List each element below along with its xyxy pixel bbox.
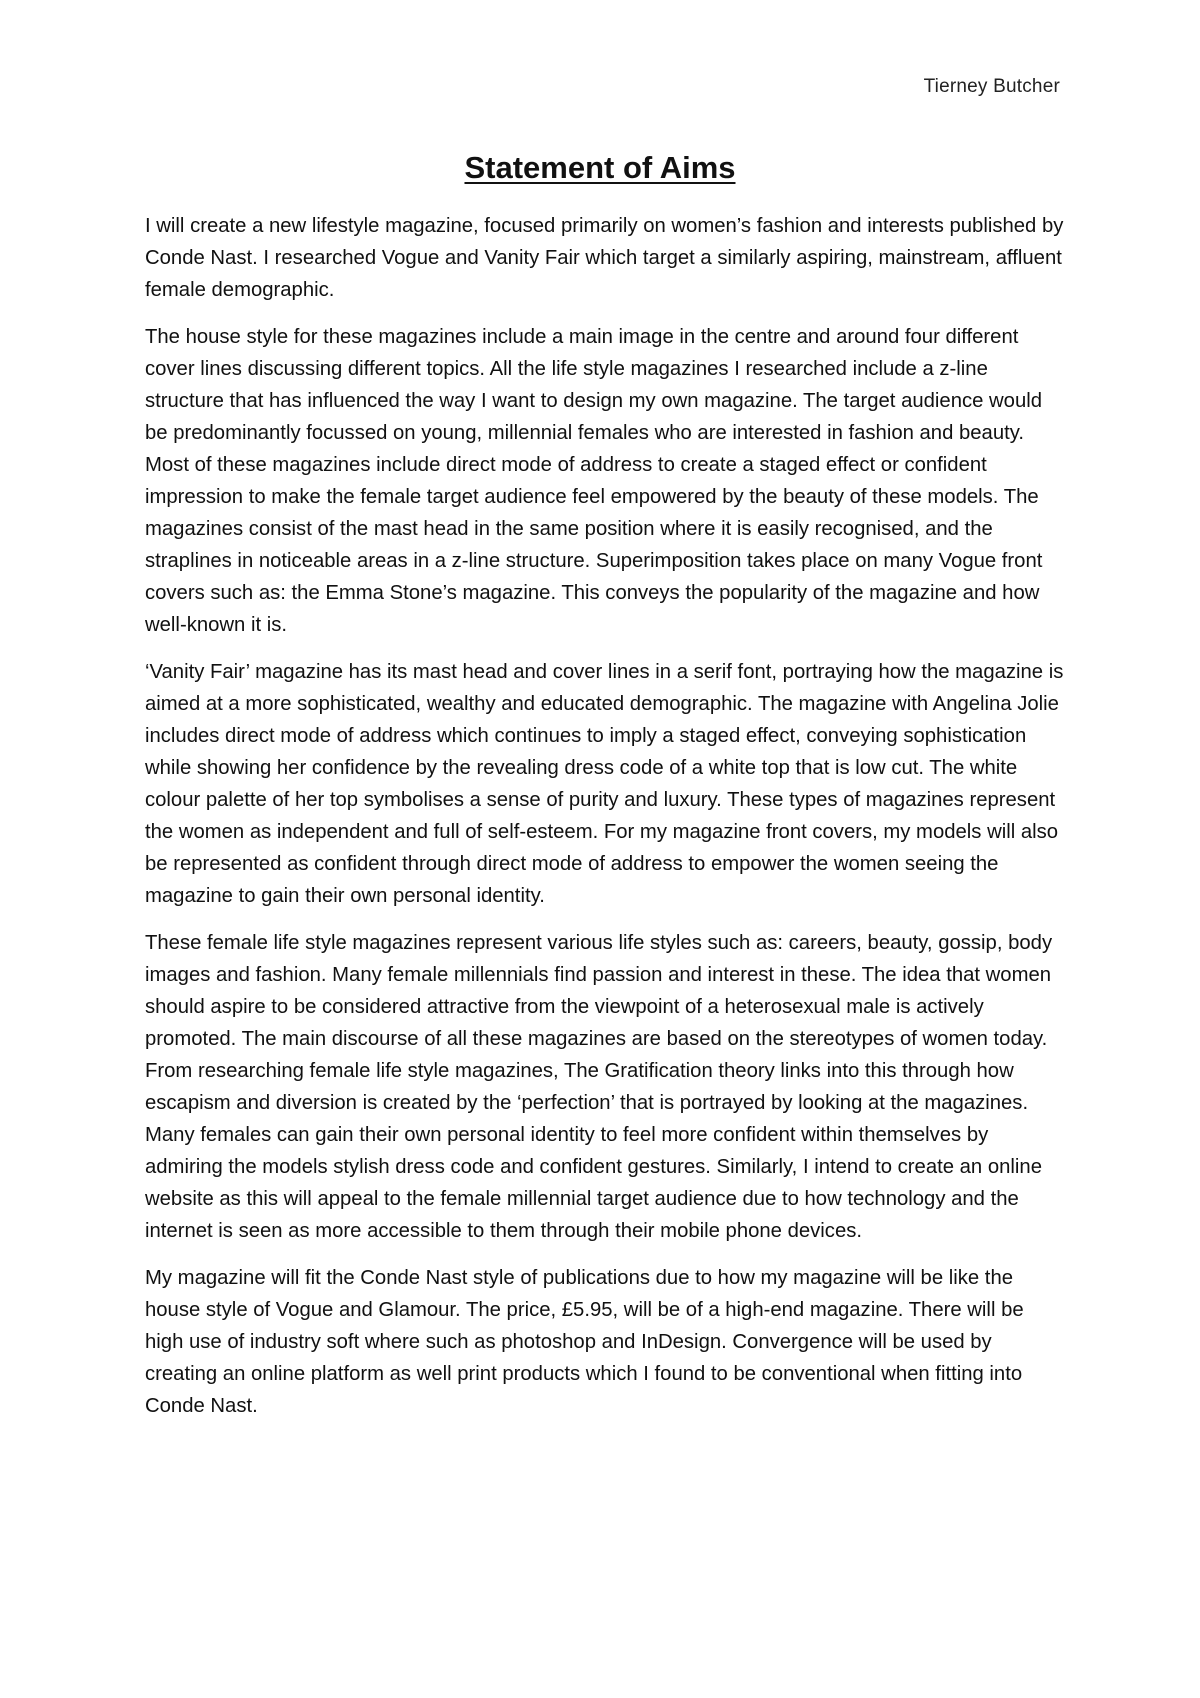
page-title: Statement of Aims [464, 150, 736, 185]
paragraph-4: These female life style magazines represent various life styles such as: careers, beauty, gossip, body images and fashion. Many female millennials find passion and interest in these. The idea that women should aspire to be considered attractive from the viewpoint of a heterosexual male is actively promoted. The main discourse of all these magazines are based on the stereotypes of women today. From researching female life style magazines, The Gratification theory links into this through how escapism and diversion is created by the ‘perfection’ that is portrayed by looking at the magazines. Many females can gain their own personal identity to feel more confident within themselves by admiring the models stylish dress code and confident gestures. Similarly, I intend to create an online website as this will appeal to the female millennial target audience due to how technology and the internet is seen as more accessible to them through their mobile phone devices. [145, 932, 1053, 1242]
paragraph-3: ‘Vanity Fair’ magazine has its mast head and cover lines in a serif font, portraying how the magazine is aimed at a more sophisticated, wealthy and educated demographic. The magazine with Angelina Jolie includes direct mode of address which continues to imply a staged effect, conveying sophistication while showing her confidence by the revealing dress code of a white top that is low cut. The white colour palette of her top symbolises a sense of purity and luxury. These types of magazines represent the women as independent and full of self-esteem. For my magazine front covers, my models will also be represented as confident through direct mode of address to empower the women seeing the magazine to gain their own personal identity. [145, 661, 1064, 907]
paragraph-5: My magazine will fit the Conde Nast style of publications due to how my magazine will be like the house style of Vogue and Glamour. The price, £5.95, will be of a high-end magazine. There will be high use of industry soft where such as photoshop and InDesign. Convergence will be used by creating an online platform as well print products which I found to be conventional when fitting into Conde Nast. [145, 1267, 1024, 1417]
author-name: Tierney Butcher [923, 76, 1060, 97]
paragraph-2: The house style for these magazines include a main image in the centre and around four different cover lines discussing different topics. All the life style magazines I researched include a z-line structure that has influenced the way I want to design my own magazine. The target audience would be predominantly focussed on young, millennial females who are interested in fashion and beauty. Most of these magazines include direct mode of address to create a staged effect or confident impression to make the female target audience feel empowered by the beauty of these models. The magazines consist of the mast head in the same position where it is easily recognised, and the straplines in noticeable areas in a z-line structure. Superimposition takes place on many Vogue front covers such as: the Emma Stone’s magazine. This conveys the popularity of the magazine and how well-known it is. [145, 326, 1043, 636]
document-body [145, 210, 1065, 1437]
paragraph-1: I will create a new lifestyle magazine, focused primarily on women’s fashion and interests published by Conde Nast. I researched Vogue and Vanity Fair which target a similarly aspiring, mainstream, affluent female demographic. [145, 215, 1064, 301]
